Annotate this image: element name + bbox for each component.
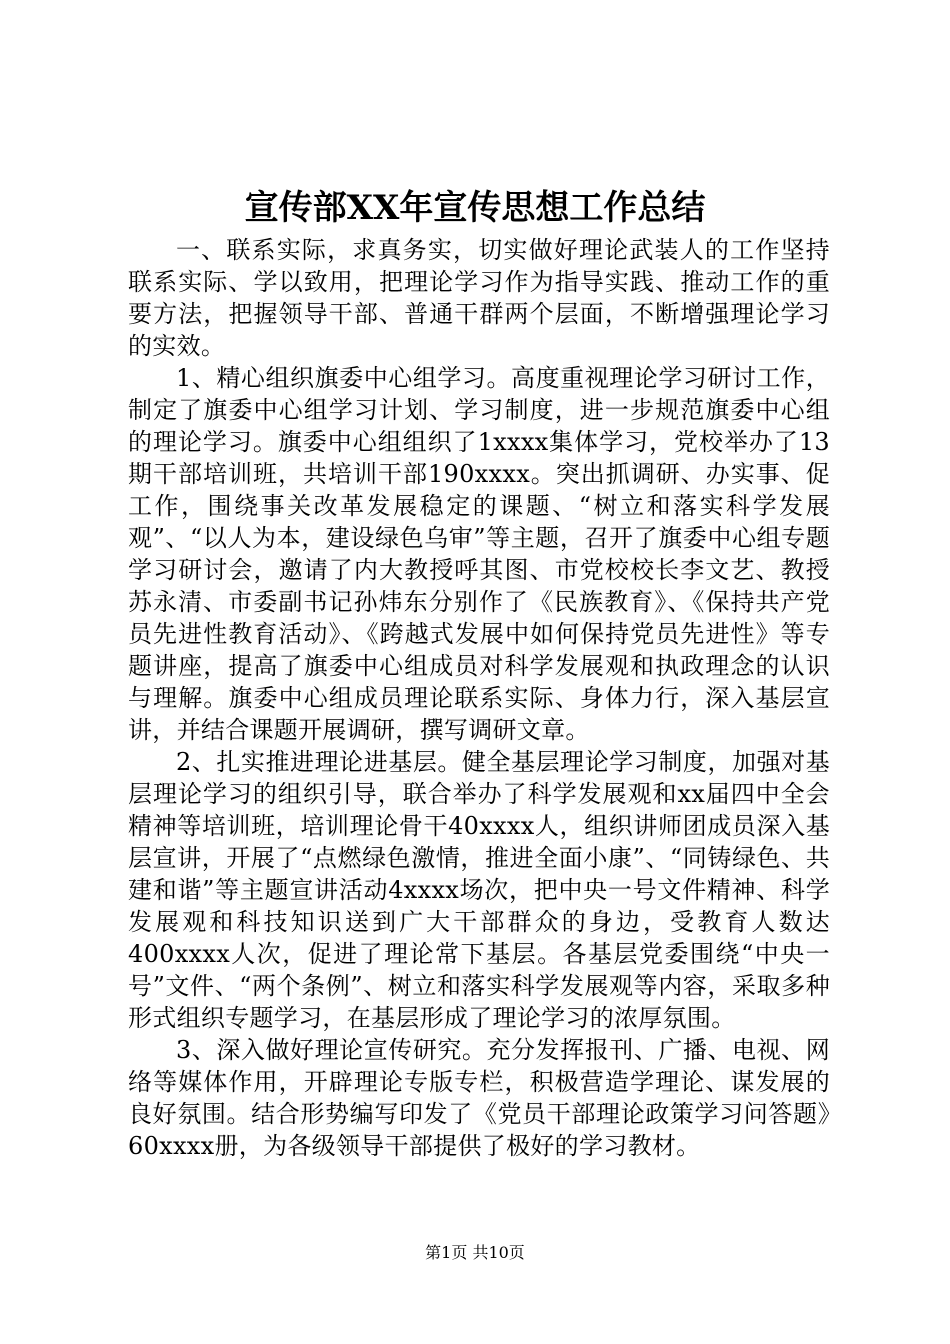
document-body bbox=[128, 234, 830, 1162]
page-footer: 第1页 共10页 bbox=[425, 1243, 525, 1262]
paragraph-section-one: 一、联系实际，求真务实，切实做好理论武装人的工作坚持联系实际、学以致用，把理论学习作为指导实践、推动工作的重要方法，把握领导干部、普通干群两个层面，不断增强理论学习的实效。 bbox=[128, 236, 830, 360]
paragraph-item-3: 3、深入做好理论宣传研究。充分发挥报刊、广播、电视、网络等媒体作用，开辟理论专版专栏，积极营造学理论、谋发展的良好氛围。结合形势编写印发了《党员干部理论政策学习问答题》60xxxx册，为各级领导干部提供了极好的学习教材。 bbox=[128, 1036, 830, 1160]
paragraph-item-2: 2、扎实推进理论进基层。健全基层理论学习制度，加强对基层理论学习的组织引导，联合举办了科学发展观和xx届四中全会精神等培训班，培训理论骨干40xxxx人，组织讲师团成员深入基层宣讲，开展了“点燃绿色激情，推进全面小康”、“同铸绿色、共建和谐”等主题宣讲活动4xxxx场次，把中央一号文件精神、科学发展观和科技知识送到广大干部群众的身边，受教育人数达400xxxx人次，促进了理论常下基层。各基层党委围绕“中央一号”文件、“两个条例”、树立和落实科学发展观等内容，采取多种形式组织专题学习，在基层形成了理论学习的浓厚氛围。 bbox=[128, 748, 830, 1032]
document-title: 宣传部XX年宣传思想工作总结 bbox=[244, 188, 706, 228]
paragraph-item-1: 1、精心组织旗委中心组学习。高度重视理论学习研讨工作，制定了旗委中心组学习计划、学习制度，进一步规范旗委中心组的理论学习。旗委中心组组织了1xxxx集体学习，党校举办了13期干部培训班，共培训干部190xxxx。突出抓调研、办实事、促工作，围绕事关改革发展稳定的课题、“树立和落实科学发展观”、“以人为本，建设绿色乌审”等主题，召开了旗委中心组专题学习研讨会，邀请了内大教授呼其图、市党校校长李文艺、教授苏永清、市委副书记孙炜东分别作了《民族教育》、《保持共产党员先进性教育活动》、《跨越式发展中如何保持党员先进性》等专题讲座，提高了旗委中心组成员对科学发展观和执政理念的认识与理解。旗委中心组成员理论联系实际、身体力行，深入基层宣讲，并结合课题开展调研，撰写调研文章。 bbox=[128, 364, 830, 744]
